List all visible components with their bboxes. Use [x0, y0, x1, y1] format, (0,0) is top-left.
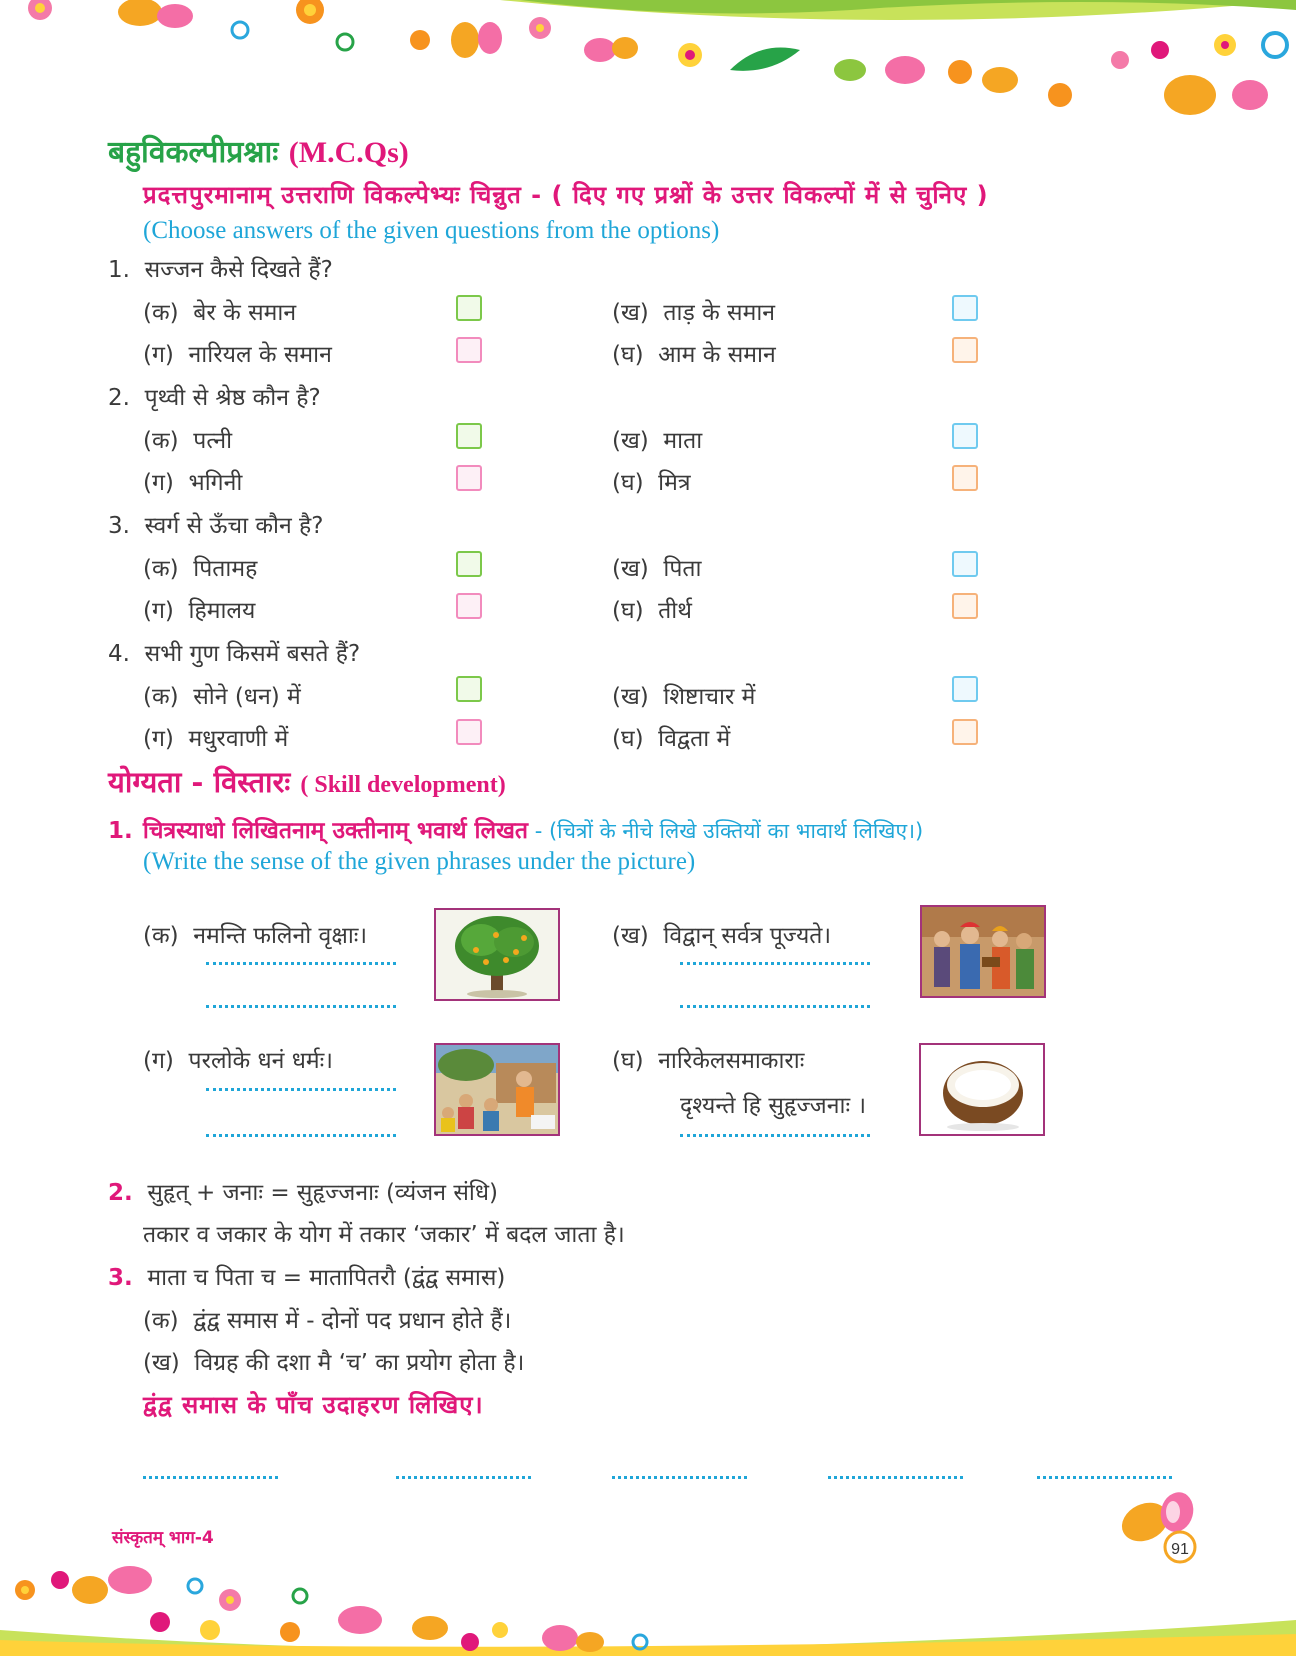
phrase-ga: (ग) परलोके धनं धर्मः। — [143, 1048, 334, 1074]
task-3-point-ka: (क) द्वंद्व समास में - दोनों पद प्रधान होते हैं। — [143, 1308, 512, 1334]
answer-checkbox[interactable] — [952, 337, 978, 363]
answer-blank[interactable] — [680, 1005, 870, 1008]
answer-checkbox[interactable] — [952, 465, 978, 491]
skill-heading — [108, 762, 506, 801]
mcq-heading — [108, 130, 409, 171]
answer-checkbox[interactable] — [456, 295, 482, 321]
tree-image — [434, 908, 560, 1001]
mcq-heading-hindi: बहुविकल्पीप्रश्नाः — [108, 135, 279, 170]
answer-checkbox[interactable] — [456, 551, 482, 577]
task-2-sandhi: 2. सुहृत् + जनाः = सुहृज्जनाः (व्यंजन संधि) — [108, 1180, 498, 1206]
example-blank[interactable] — [612, 1476, 747, 1479]
answer-blank[interactable] — [680, 1134, 870, 1137]
task-3-samas: 3. माता च पिता च = मातापितरौ (द्वंद्व समास) — [108, 1265, 506, 1291]
swirl-icon — [1263, 33, 1287, 120]
flower-icon — [150, 1589, 241, 1640]
answer-blank[interactable] — [680, 962, 870, 965]
answer-checkbox[interactable] — [456, 593, 482, 619]
option-3-ga: (ग) हिमालय — [143, 598, 256, 624]
answer-checkbox[interactable] — [456, 465, 482, 491]
option-2-ka: (क) पत्नी — [143, 428, 233, 454]
flower-icon — [296, 0, 324, 24]
answer-blank[interactable] — [206, 1088, 396, 1091]
answer-checkbox[interactable] — [952, 423, 978, 449]
butterfly-icon — [584, 37, 638, 62]
flower-icon — [678, 43, 702, 67]
page-number: 91 — [1171, 1541, 1189, 1558]
butterfly-icon — [72, 1566, 152, 1604]
option-4-gha: (घ) विद्वता में — [612, 726, 731, 752]
answer-checkbox[interactable] — [952, 295, 978, 321]
phrase-gha-line-2: दृश्यन्ते हि सुहृज्जनाः । — [680, 1093, 867, 1119]
answer-blank[interactable] — [206, 962, 396, 965]
question-2: 2. पृथ्वी से श्रेष्ठ कौन है? — [108, 385, 321, 411]
charity-image — [434, 1043, 560, 1136]
bottom-decoration-border — [0, 1550, 1296, 1656]
option-2-kha: (ख) माता — [612, 428, 703, 454]
option-3-ka: (क) पितामह — [143, 556, 258, 582]
option-1-ga: (ग) नारियल के समान — [143, 342, 332, 368]
option-3-gha: (घ) तीर्थ — [612, 598, 692, 624]
answer-checkbox[interactable] — [952, 719, 978, 745]
example-blank[interactable] — [828, 1476, 963, 1479]
swirl-icon — [232, 22, 353, 50]
option-4-ga: (ग) मधुरवाणी में — [143, 726, 289, 752]
example-blank[interactable] — [1037, 1476, 1172, 1479]
swirl-icon — [188, 1579, 307, 1603]
answer-blank[interactable] — [206, 1005, 396, 1008]
answer-blank[interactable] — [206, 1134, 396, 1137]
question-4: 4. सभी गुण किसमें बसते हैं? — [108, 641, 361, 667]
example-blank[interactable] — [396, 1476, 531, 1479]
answer-checkbox[interactable] — [952, 551, 978, 577]
answer-checkbox[interactable] — [456, 719, 482, 745]
answer-checkbox[interactable] — [456, 676, 482, 702]
answer-checkbox[interactable] — [456, 423, 482, 449]
leaf-icon — [730, 48, 866, 82]
mcq-heading-english: (M.C.Qs) — [288, 136, 409, 169]
answer-checkbox[interactable] — [456, 337, 482, 363]
option-4-ka: (क) सोने (धन) में — [143, 684, 301, 710]
coconut-image — [919, 1043, 1045, 1136]
book-title: संस्कृतम् भाग-4 — [112, 1528, 214, 1548]
option-2-gha: (घ) मित्र — [612, 470, 691, 496]
mcq-instruction-english: (Choose answers of the given questions from the options) — [143, 217, 720, 244]
phrase-gha: (घ) नारिकेलसमाकाराः — [612, 1048, 805, 1074]
butterfly-icon — [451, 22, 502, 58]
option-1-gha: (घ) आम के समान — [612, 342, 776, 368]
scholar-honoured-image — [920, 905, 1046, 998]
option-1-ka: (क) बेर के समान — [143, 300, 297, 326]
flower-icon — [28, 0, 52, 20]
phrase-ka: (क) नमन्ति फलिनो वृक्षाः। — [143, 923, 368, 949]
butterfly-icon — [1164, 75, 1268, 115]
task-3-instruction: द्वंद्व समास के पाँच उदाहरण लिखिए। — [143, 1391, 484, 1419]
phrase-kha: (ख) विद्वान् सर्वत्र पूज्यते। — [612, 923, 832, 949]
mcq-instruction: प्रदत्तपुरमानाम् उत्तराणि विकल्पेभ्यः चिन्नुत - ( दिए गए प्रश्नों के उत्तर विकल्पों में से चुनिए ) — [143, 181, 989, 209]
butterfly-icon — [118, 0, 193, 28]
example-blank[interactable] — [143, 1476, 278, 1479]
skill-heading-hindi: योग्यता - विस्तारः — [108, 765, 291, 799]
task-3-point-kha: (ख) विग्रह की दशा मै ‘च’ का प्रयोग होता है। — [143, 1350, 525, 1376]
option-3-kha: (ख) पिता — [612, 556, 702, 582]
option-4-kha: (ख) शिष्टाचार में — [612, 684, 756, 710]
question-1: 1. सज्जन कैसे दिखते हैं? — [108, 257, 333, 283]
skill-heading-english: ( Skill development) — [300, 772, 506, 798]
question-3: 3. स्वर्ग से ऊँचा कौन है? — [108, 513, 324, 539]
task-2-rule: तकार व जकार के योग में तकार ‘जकार’ में बदल जाता है। — [143, 1222, 625, 1248]
option-2-ga: (ग) भगिनी — [143, 470, 243, 496]
top-decoration-border — [0, 0, 1296, 120]
butterfly-icon — [338, 1606, 448, 1640]
answer-checkbox[interactable] — [952, 676, 978, 702]
task-1-instruction-english: (Write the sense of the given phrases under the picture) — [143, 848, 696, 875]
option-1-kha: (ख) ताड़ के समान — [612, 300, 776, 326]
task-1-instruction: 1. चित्रस्याधो लिखितनाम् उक्तीनाम् भवार्थ लिखत - (चित्रों के नीचे लिखे उक्तियों का भावार्थ लिखिए।) — [108, 818, 924, 844]
answer-checkbox[interactable] — [952, 593, 978, 619]
flower-icon — [15, 1571, 69, 1600]
